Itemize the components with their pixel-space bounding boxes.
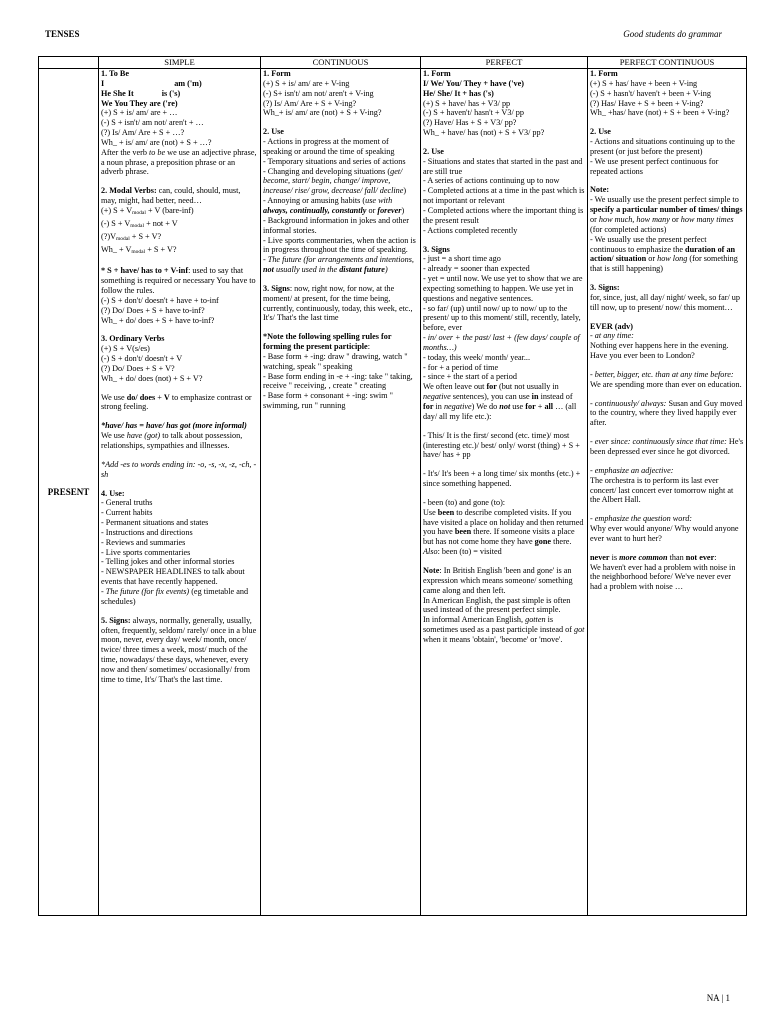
use-item: - We use present perfect continuous for repeated actions (590, 156, 719, 176)
section-heading: 2. Use (590, 127, 611, 137)
formula-line: (+) $S + V_{modal} + V$ (bare-inf) (101, 205, 194, 216)
formula-line: Wh_ + have/ has (not) + S + V3/ pp? (423, 128, 545, 138)
spelling-rule: - Base form + -ing: draw " drawing, watch " watching, speak " speaking (263, 351, 408, 371)
use-item: - The future (for fix events) (eg timetable and schedules) (101, 586, 249, 606)
be-row-i: I am ('m) (101, 78, 202, 88)
page-number: NA | 1 (706, 993, 730, 1003)
tenses-table (38, 56, 747, 916)
sign-item: - already = sooner than expected (423, 264, 530, 274)
header-row (39, 57, 747, 69)
section-heading: 1. To Be (101, 69, 129, 78)
formula-line: (+) S + is/ am/ are + V-ing (263, 78, 350, 88)
subject-line: He/ She/ It + has ('s) (423, 88, 494, 98)
section-heading: 1. Form (590, 69, 618, 78)
present-row (39, 69, 747, 916)
structure-item: - This/ It is the first/ second (etc. time)/ most (interesting etc.)/ best/ only/ worst (thing) + S + have/ has + pp (423, 430, 580, 460)
use-item: - Background information in jokes and other informal stories. (263, 215, 409, 235)
section-heading: 1. Form (423, 69, 451, 78)
section-heading: 3. Ordinary Verbs (101, 334, 165, 344)
use-item: - General truths (101, 498, 153, 508)
ever-usage-heading: - emphasize an adjective: (590, 465, 674, 475)
have-got-note: We use have (got) to talk about possession, relationships, sympathies and illnesses. (101, 431, 243, 450)
sign-item: - since + the start of a period (423, 372, 517, 382)
column-header-continuous: CONTINUOUS (261, 57, 421, 69)
structure-item: - It's/ It's been + a long time/ six months (etc.) + since something happened. (423, 469, 581, 489)
document-title: TENSES (45, 29, 80, 39)
note-item: - We usually use the present perfect continuous to emphasize the duration of an action/ situation or how long (for something that is still happening) (590, 234, 738, 274)
formula-line: (-) S + isn't/ am not/ aren't + … (101, 118, 204, 128)
signs-paragraph: 5. Signs: always, normally, generally, usually, often, frequently, seldom/ rarely/ once in a blue moon, never, every day/ week/ month, once/ twice/ three times a week, most/ much of the time, nowadays/ these days, whenever, every now and then/ sometimes/ occasionally/ from time to time, It's/ That's the last time. (101, 615, 257, 684)
document-tagline: Good students do grammar (623, 29, 722, 39)
be-row-we: We You They are ('re) (101, 98, 178, 108)
ever-usage-heading: - emphasize the question word: (590, 514, 693, 524)
use-item: - Changing and developing situations (get/ become, start/ begin, change/ improve, increase/ rise/ grow, decrease/ fall/ decline) (263, 166, 407, 196)
formula-line: (?) Do/ Does + S + have to-inf? (101, 305, 205, 315)
spelling-rule: - Base form + consonant + -ing: swim " swimming, run " running (263, 391, 393, 411)
ever-usage: - better, bigger, etc. than at any time before: We are spending more than ever on education. (590, 369, 742, 389)
formula-line: $(?)V_{modal} + S + V$? (101, 231, 162, 242)
section-heading: 2. Use (263, 127, 284, 137)
ever-usage: - ever since: continuously since that time: He's been depressed ever since he got divorced. (590, 437, 744, 456)
be-row-he: He She It is ('s) (101, 88, 181, 98)
ever-example: The orchestra is to perform its last ever concert/ last concert ever tomorrow night at the Albert Hall. (590, 475, 734, 505)
use-item: - Situations and states that started in the past and are still true (423, 156, 583, 176)
formula-line: Wh_ + $V_{modal} + S + V$? (101, 244, 177, 255)
be-note: After the verb to be we use an adjective phrase, a noun phrase, a preposition phrase or an adverb phrase. (101, 147, 257, 177)
use-item: - Current habits (101, 508, 153, 518)
use-item: - Actions completed recently (423, 225, 518, 235)
formula-line: (?) Do/ Does + S + V? (101, 363, 175, 373)
formula-line: Wh_ +has/ have (not) + S + been + V-ing? (590, 108, 730, 118)
use-item: - A series of actions continuing up to now (423, 176, 560, 186)
formula-line: (-) S+ isn't/ am not/ aren't + V-ing (263, 88, 374, 98)
column-header-simple: SIMPLE (99, 57, 261, 69)
formula-line: (+) S + has/ have + been + V-ing (590, 78, 698, 88)
note-item: - We usually use the present perfect simple to specify a particular number of times/ things or how much, how many or how many times (for completed actions) (590, 195, 743, 234)
use-item: - The future (for arrangements and intentions, not usually used in the distant future) (263, 255, 414, 275)
formula-line: (?) Have/ Has + S + V3/ pp? (423, 118, 517, 128)
signs-paragraph: for, since, just, all day/ night/ week, so far/ up till now, up to present/ now/ this moment… (590, 292, 740, 312)
use-item: - Permanent situations and states (101, 518, 209, 528)
signs-paragraph: 3. Signs: now, right now, for now, at the moment/ at present, for the time being, currently, continuously, today, this week, etc., It's/ That's the last time (263, 283, 413, 323)
cell-present-perfect-continuous (588, 69, 747, 916)
formula-line: (-) S + hasn't/ haven't + been + V-ing (590, 88, 711, 98)
use-item: - Reviews and summaries (101, 537, 186, 547)
use-item: - Completed actions at a time in the past which is not important or relevant (423, 186, 585, 206)
sign-item: - yet = until now. We use yet to show that we are expecting something to happen. We use yet in questions and negative sentences. (423, 274, 583, 303)
never-example: We haven't ever had a problem with noise in the neighborhood before/ We've never ever had a problem with noise … (590, 562, 736, 592)
sign-item: - today, this week/ month/ year... (423, 352, 531, 362)
column-header-perfect-continuous: PERFECT CONTINUOUS (588, 57, 747, 69)
use-item: - Actions and situations continuing up to the present (or just before the present) (590, 137, 735, 156)
sign-item: - so far/ (up) until now/ up to now/ up to the present/ up to this moment/ still, recently, lately, before, ever (423, 303, 581, 333)
modal-verbs-paragraph: 2. Modal Verbs: can, could, should, must, may, might, had better, need… (101, 186, 241, 206)
use-item: - Telling jokes and other informal stories (101, 557, 235, 567)
ever-example: Why ever would anyone/ Why would anyone ever want to hurt her? (590, 524, 739, 543)
formula-line: (?) Is/ Am/ Are + S + V-ing? (263, 98, 357, 108)
formula-line: Wh_ + do/ does (not) + S + V? (101, 373, 203, 383)
sign-item: - in/ over + the past/ last + (few days/ couple of months…) (423, 333, 580, 352)
for-note: We often leave out for (but not usually in negative sentences), you can use in instead of for in negative) We do not use for + all … (all day/ all my life etc.): (423, 382, 577, 421)
corner-cell (39, 57, 99, 69)
section-heading: 1. Form (263, 69, 291, 78)
use-item: - Temporary situations and series of actions (263, 156, 406, 166)
ever-usage: - continuously/ always: Susan and Guy moved to the country, where they lived happily ever after. (590, 398, 743, 428)
section-heading: 4. Use: (101, 488, 125, 498)
use-item: - Instructions and directions (101, 527, 193, 537)
section-heading: 2. Use (423, 146, 444, 156)
use-item: - Live sports commentaries (101, 547, 191, 557)
american-english-note: In American English, the past simple is often used instead of the present perfect simple. (423, 595, 571, 615)
formula-line: (+) S + V(s/es) (101, 344, 150, 354)
es-spelling-note: *Add -es to words ending in: -o, -s, -x, -z, -ch, -sh (101, 459, 257, 479)
ever-example: Have you ever been to London? (590, 351, 695, 361)
formula-line: (-) $S + V_{modal}$ + not + V (101, 218, 178, 229)
spelling-rules-heading: *Note the following spelling rules for forming the present participle: (263, 332, 392, 352)
formula-line: (+) S + have/ has + V3/ pp (423, 98, 511, 108)
formula-line: (?) Is/ Am/ Are + S + …? (101, 128, 185, 138)
use-item: - NEWSPAPER HEADLINES to talk about events that have recently happened. (101, 567, 245, 587)
formula-line: (-) S + don't/ doesn't + V (101, 354, 183, 364)
cell-present-simple (99, 69, 261, 916)
been-gone-also: Also: been (to) = visited (423, 547, 502, 557)
ever-usage-heading: - at any time: (590, 331, 634, 341)
have-to-paragraph: * S + have/ has to + V-inf: used to say that something is required or necessary You have to follow the rules. (101, 266, 256, 296)
formula-line: (+) S + is/ am/ are + … (101, 108, 178, 118)
column-header-perfect: PERFECT (421, 57, 588, 69)
been-gone-heading: - been (to) and gone (to): (423, 497, 506, 507)
formula-line: Wh_ + do/ does + S + have to-inf? (101, 315, 215, 325)
use-item: - Actions in progress at the moment of speaking or around the time of speaking (263, 137, 395, 156)
formula-line: (-) S + haven't/ hasn't + V3/ pp (423, 108, 524, 118)
sign-item: - for + a period of time (423, 362, 499, 372)
use-item: - Completed actions where the important thing is the present result (423, 205, 584, 225)
note-heading: Note: (590, 185, 610, 195)
section-heading: 3. Signs: (590, 283, 620, 293)
ever-heading: EVER (adv) (590, 321, 633, 331)
sign-item: - just = a short time ago (423, 254, 501, 264)
gotten-note: In informal American English, gotten is sometimes used as a past participle instead of got when it means 'obtain', 'become' or 'move'. (423, 615, 585, 644)
section-heading: 3. Signs (423, 244, 450, 254)
ever-example: Nothing ever happens here in the evening. (590, 341, 729, 351)
row-label-present: PRESENT (39, 69, 99, 916)
cell-present-continuous (261, 69, 421, 916)
use-item: - Annoying or amusing habits (use with always, continually, constantly or forever) (263, 196, 405, 215)
have-got-heading: *have/ has = have/ has got (more informal) (101, 421, 247, 431)
formula-line: Wh_+ is/ am/ are (not) + S + V-ing? (263, 108, 382, 118)
subject-line: I/ We/ You/ They + have ('ve) (423, 78, 524, 88)
use-item: - Live sports commentaries, when the action is in progress throughout the time of speaking. (263, 235, 416, 255)
british-english-note: Note: In British English 'been and gone' is an expression which means someone/ something came along and then left. (423, 565, 573, 595)
cell-present-perfect (421, 69, 588, 916)
emphasis-note: We use do/ does + V to emphasize contrast or strong feeling. (101, 392, 252, 412)
spelling-rule: - Base form ending in -e + -ing: take " taking, receive " receiving, , create " creating (263, 371, 413, 391)
never-note: never is more common than not ever: (590, 552, 717, 562)
been-gone-note: Use been to describe completed visits. If you have visited a place on holiday and then returned you have been there. If someone visits a place but has not come home they have gone there. (423, 507, 584, 547)
formula-line: (?) Has/ Have + S + been + V-ing? (590, 98, 704, 108)
formula-line: Wh_ + is/ am/ are (not) + S + …? (101, 137, 212, 147)
formula-line: (-) S + don't/ doesn't + have + to-inf (101, 295, 219, 305)
